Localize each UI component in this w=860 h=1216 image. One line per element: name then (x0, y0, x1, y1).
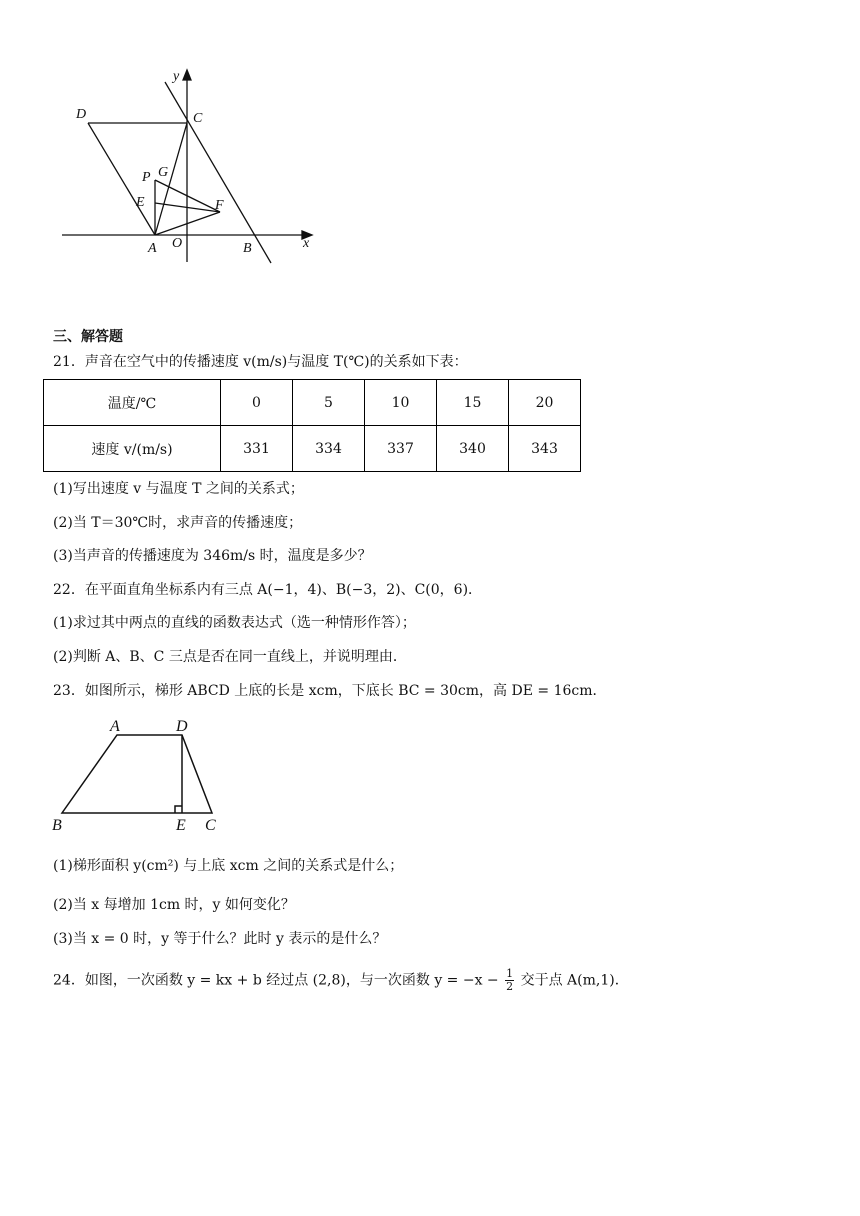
label-c: C (193, 111, 203, 126)
q21-part-3: (3)当声音的传播速度为 346m/s 时，温度是多少？ (53, 548, 372, 564)
table-cell: 331 (221, 426, 293, 472)
label-a: A (148, 241, 157, 256)
table-cell: 5 (293, 380, 365, 426)
label-y: y (173, 69, 180, 84)
label-e: E (136, 195, 145, 210)
label-d: D (176, 718, 188, 735)
label-b: B (243, 241, 252, 256)
label-x: x (303, 236, 310, 251)
table-cell: 340 (437, 426, 509, 472)
q22-stem: 22．在平面直角坐标系内有三点 A(−1，4)、B(−3，2)、C(0，6)． (53, 582, 483, 598)
table-cell: 337 (365, 426, 437, 472)
q21-stem: 21．声音在空气中的传播速度 v(m/s)与温度 T(℃)的关系如下表： (53, 354, 468, 370)
table-row (44, 380, 581, 426)
table-cell: 15 (437, 380, 509, 426)
section-heading: 三、解答题 (53, 329, 123, 345)
q23-part-2: (2)当 x 每增加 1cm 时，y 如何变化？ (53, 897, 295, 913)
q24-stem-prefix: 24．如图，一次函数 y = kx + b 经过点 (2,8)，与一次函数 y = −x − (53, 972, 504, 989)
q21-part-2: (2)当 T＝30℃时，求声音的传播速度； (53, 515, 303, 531)
y-axis-arrow (183, 70, 191, 80)
table-cell: 10 (365, 380, 437, 426)
trapezoid-figure (48, 712, 228, 834)
q24-stem-suffix: 交于点 A(m,1)． (516, 972, 629, 989)
label-o: O (172, 236, 183, 251)
label-e: E (176, 817, 186, 834)
table-row-label: 速度 v/(m/s) (44, 426, 221, 472)
trapezoid-abcd (62, 735, 212, 813)
q23-part-1: (1)梯形面积 y(cm²) 与上底 xcm 之间的关系式是什么； (53, 858, 404, 874)
table-cell: 343 (509, 426, 581, 472)
fraction-denominator: 2 (506, 980, 514, 993)
q22-part-2: (2)判断 A、B、C 三点是否在同一直线上，并说明理由． (53, 649, 407, 665)
table-cell: 334 (293, 426, 365, 472)
table-cell: 0 (221, 380, 293, 426)
q23-stem: 23．如图所示，梯形 ABCD 上底的长是 xcm，下底长 BC = 30cm，高 DE = 16cm． (53, 683, 607, 699)
label-b: B (52, 817, 62, 834)
fraction (505, 968, 514, 993)
table-cell: 20 (509, 380, 581, 426)
label-f: F (215, 198, 224, 213)
q22-part-1: (1)求过其中两点的直线的函数表达式（选一种情形作答）； (53, 615, 416, 631)
q24-stem (53, 968, 629, 993)
coordinate-figure (55, 62, 325, 272)
label-g: G (158, 165, 169, 180)
q21-part-1: (1)写出速度 v 与温度 T 之间的关系式； (53, 481, 304, 497)
table-row (44, 426, 581, 472)
right-angle-mark (175, 806, 182, 813)
table-row-label: 温度/℃ (44, 380, 221, 426)
label-p: P (142, 170, 151, 185)
label-d: D (76, 107, 87, 122)
temperature-speed-table (43, 379, 581, 472)
label-a: A (110, 718, 120, 735)
label-c: C (205, 817, 216, 834)
fraction-numerator: 1 (506, 967, 514, 980)
q23-part-3: (3)当 x = 0 时，y 等于什么？此时 y 表示的是什么？ (53, 931, 387, 947)
